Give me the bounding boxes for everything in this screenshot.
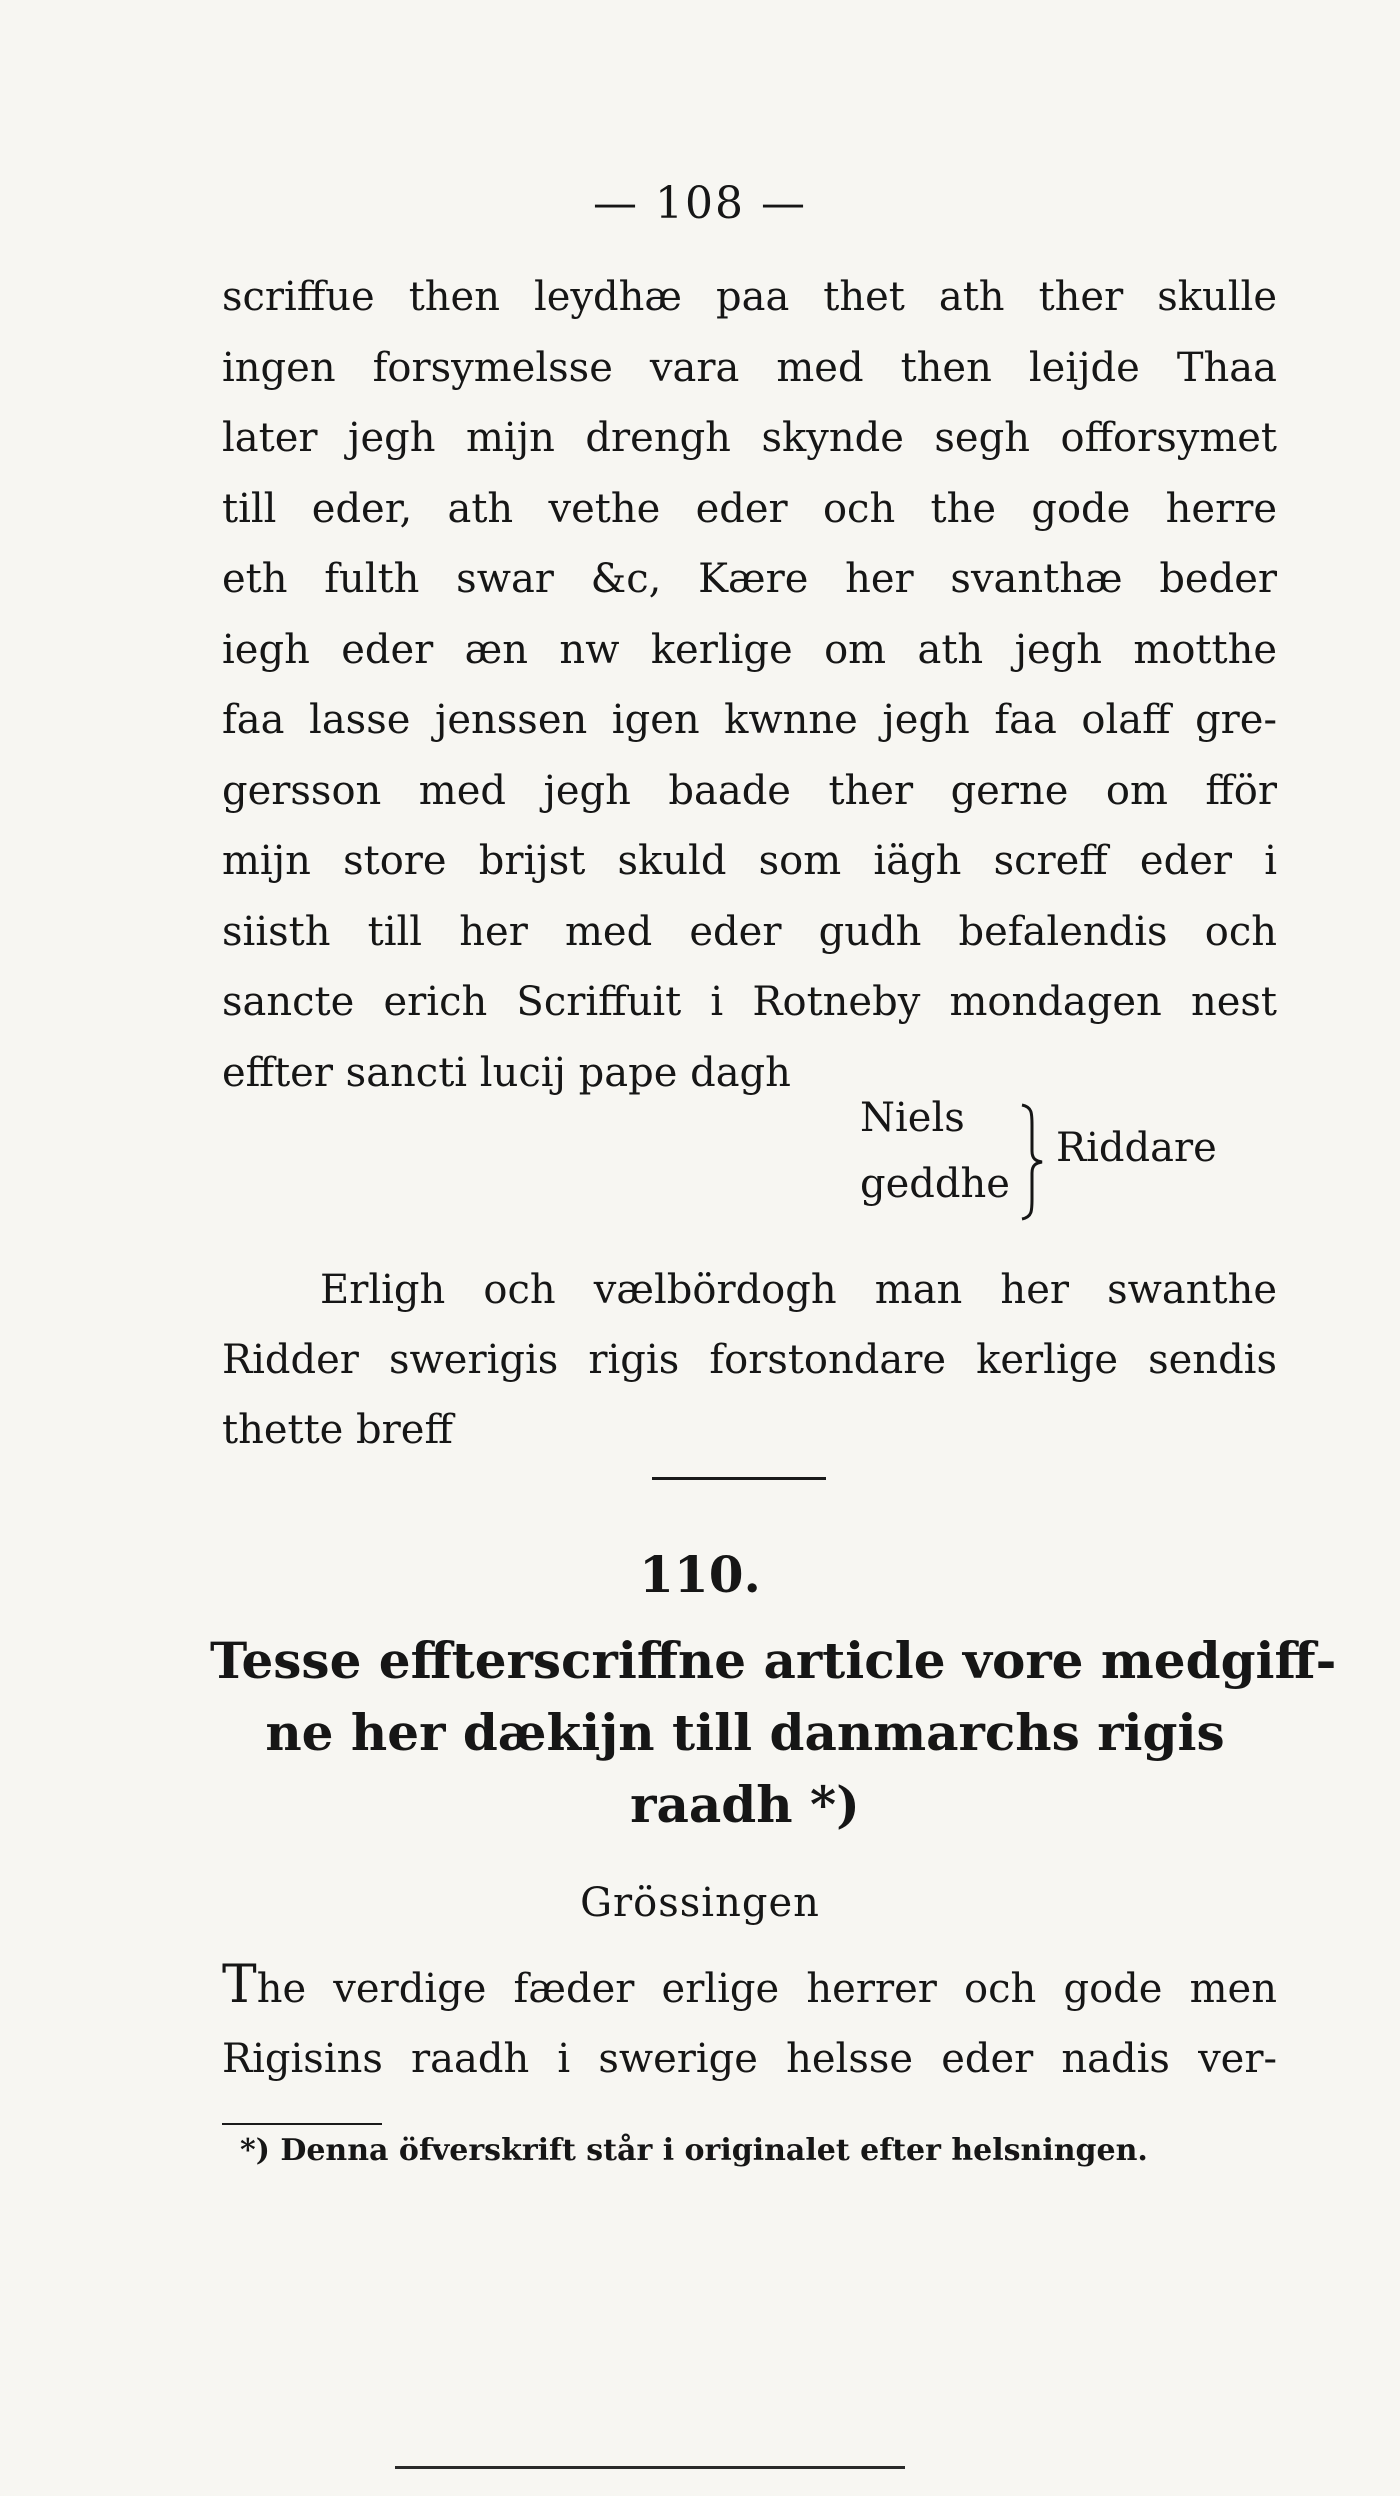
bottom-rule (395, 2466, 905, 2469)
signature-name-first: Niels (860, 1095, 965, 1141)
drop-cap: T (222, 1955, 257, 2015)
text-line: sancte erich Scriffuit i Rotneby mondagen nest (222, 979, 1277, 1025)
text-line (222, 1950, 1277, 2024)
title-line: raadh *) (630, 1775, 860, 1834)
text-line: siisth till her med eder gudh befalendis och (222, 908, 1277, 955)
text-line: ingen forsymelsse vara med then leijde Thaa (222, 344, 1277, 391)
title-line: Tesse effterscriffne article vore medgiff- (210, 1631, 1337, 1690)
line-rest: he verdige fæder erlige herrer och gode men (256, 1966, 1277, 2012)
section-number: 110. (639, 1545, 761, 1604)
signature-name-last: geddhe (860, 1161, 1010, 1207)
footnote: *) Denna öfverskrift står i originalet efter helsningen. (240, 2133, 1148, 2168)
title-line: ne her dækijn till danmarchs rigis (265, 1703, 1225, 1762)
signature-block (860, 1095, 1280, 1235)
text-line: effter sancti lucij pape dagh (222, 1049, 791, 1096)
text-line: eth fulth swar &c, Kære her svanthæ beder (222, 556, 1277, 602)
page-number: — 108 — (593, 178, 807, 229)
letter-body (222, 262, 1277, 1108)
text-line: till eder, ath vethe eder och the gode herre (222, 485, 1277, 532)
text-line: gersson med jegh baade ther gerne om fför (222, 767, 1277, 814)
text-line: Rigisins raadh i swerige helsse eder nadis ver- (222, 2036, 1277, 2082)
text-line: mijn store brijst skuld som iägh screff eder i (222, 838, 1277, 884)
footnote-rule (222, 2123, 382, 2125)
signature-title: Riddare (1056, 1125, 1217, 1171)
curly-brace-icon (1018, 1103, 1044, 1221)
letter-opening (222, 1950, 1277, 2094)
text-line: faa lasse jenssen igen kwnne jegh faa olaff gre- (222, 697, 1277, 743)
place-name: Grössingen (580, 1880, 820, 1926)
address-line: thette breff (222, 1407, 453, 1453)
address-block (222, 1255, 1277, 1465)
text-line: later jegh mijn drengh skynde segh offorsymet (222, 415, 1277, 461)
text-line: scriffue then leydhæ paa thet ath ther skulle (222, 274, 1277, 320)
section-title (210, 1625, 1337, 1841)
address-line: Erligh och vælbördogh man her swanthe (320, 1267, 1277, 1313)
text-line: iegh eder æn nw kerlige om ath jegh motthe (222, 626, 1277, 673)
section-divider (652, 1477, 826, 1480)
address-line: Ridder swerigis rigis forstondare kerlige sendis (222, 1337, 1277, 1383)
